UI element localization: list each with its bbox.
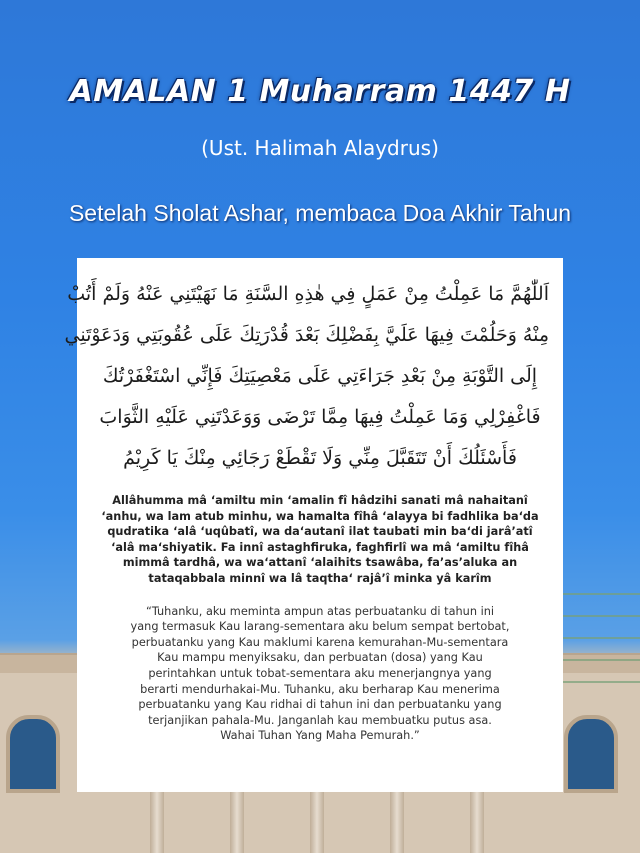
translation-text <box>91 604 549 744</box>
latin-line: tataqabbala minnî wa lâ taqtha‘ rajâ’î minka yâ karîm <box>148 571 492 585</box>
translation-line: yang termasuk Kau larang-sementara aku belum sempat bertobat, <box>130 620 510 634</box>
latin-line: qudratika ‘alâ ‘uqûbatî, wa da‘autanî ilat taubati min ba‘di jarâ’atî <box>107 525 533 539</box>
instruction-text: Setelah Sholat Ashar, membaca Doa Akhir Tahun <box>68 200 572 226</box>
arabic-line: فَاغْفِرْلِي وَمَا عَمِلْتُ فِيهَا مِمَّا تَرْضَى وَوَعَدْتَنِي عَلَيْهِ الثَّوَابَ <box>99 406 541 428</box>
arabic-line: إِلَى التَّوْبَةِ مِنْ بَعْدِ جَرَاءَتِي عَلَى مَعْصِيَتِكَ فَإِنِّي اسْتَغْفَرْتُكَ <box>102 365 538 387</box>
latin-line: Allâhumma mâ ‘amiltu min ‘amalin fî hâdzihi sanati mâ nahaitanî <box>112 494 528 507</box>
latin-line: mimmâ tardhâ, wa wa‘attanî ‘alaihits tsawâba, fa’as’aluka an <box>122 556 518 570</box>
translation-line: perbuatanku yang Kau ridhai di tahun ini dan perbuatanku yang <box>138 698 502 712</box>
arabic-prayer <box>64 274 549 479</box>
translation-line: “Tuhanku, aku meminta ampun atas perbuatanku di tahun ini <box>145 604 495 618</box>
arabic-line: اَللّٰهُمَّ مَا عَمِلْتُ مِنْ عَمَلٍ فِي هٰذِهِ السَّنَةِ مَا نَهَيْتَنِي عَنْهُ وَلَمْ أَتُبْ <box>67 283 549 305</box>
translation-line: terjanjikan pahala-Mu. Janganlah kau membuatku putus asa. <box>148 713 492 727</box>
translation-line: Wahai Tuhan Yang Maha Pemurah.” <box>220 729 420 743</box>
scaffolding <box>558 593 640 703</box>
latin-line: ‘alâ ma‘shiyatik. Fa innî astaghfiruka, faghfirlî wa mâ ‘amiltu fîhâ <box>111 540 529 554</box>
translation-line: perintahkan untuk tobat-sementara aku menerjangnya yang <box>148 666 492 680</box>
translation-line: berarti mendurhakai-Mu. Tuhanku, aku berharap Kau menerima <box>140 682 500 696</box>
latin-transliteration <box>91 493 549 587</box>
arabic-line: مِنْهُ وَحَلُمْتَ فِيهَا عَلَيَّ بِفَضْلِكَ بَعْدَ قُدْرَتِكَ عَلَى عُقُوبَتِي وَدَعَوْتَنِي <box>64 324 549 346</box>
translation-line: perbuatanku yang Kau maklumi karena kemurahan-Mu-sementara <box>131 635 509 649</box>
page-subtitle: (Ust. Halimah Alaydrus) <box>201 136 439 160</box>
translation-line: Kau mampu menyiksaku, dan perbuatan (dosa) yang Kau <box>157 651 483 665</box>
latin-line: ‘anhu, wa lam atub minhu, wa hamalta fîhâ ‘alayya bi fadhlika ba‘da <box>101 509 539 523</box>
building-window <box>6 715 60 793</box>
prayer-card <box>64 258 563 792</box>
page-title: AMALAN 1 Muharram 1447 H <box>69 74 571 109</box>
arabic-line: فَأَسْئَلُكَ أَنْ تَتَقَبَّلَ مِنِّي وَلَا تَقْطَعْ رَجَائِي مِنْكَ يَا كَرِيْمُ <box>123 447 517 469</box>
building-window <box>564 715 618 793</box>
